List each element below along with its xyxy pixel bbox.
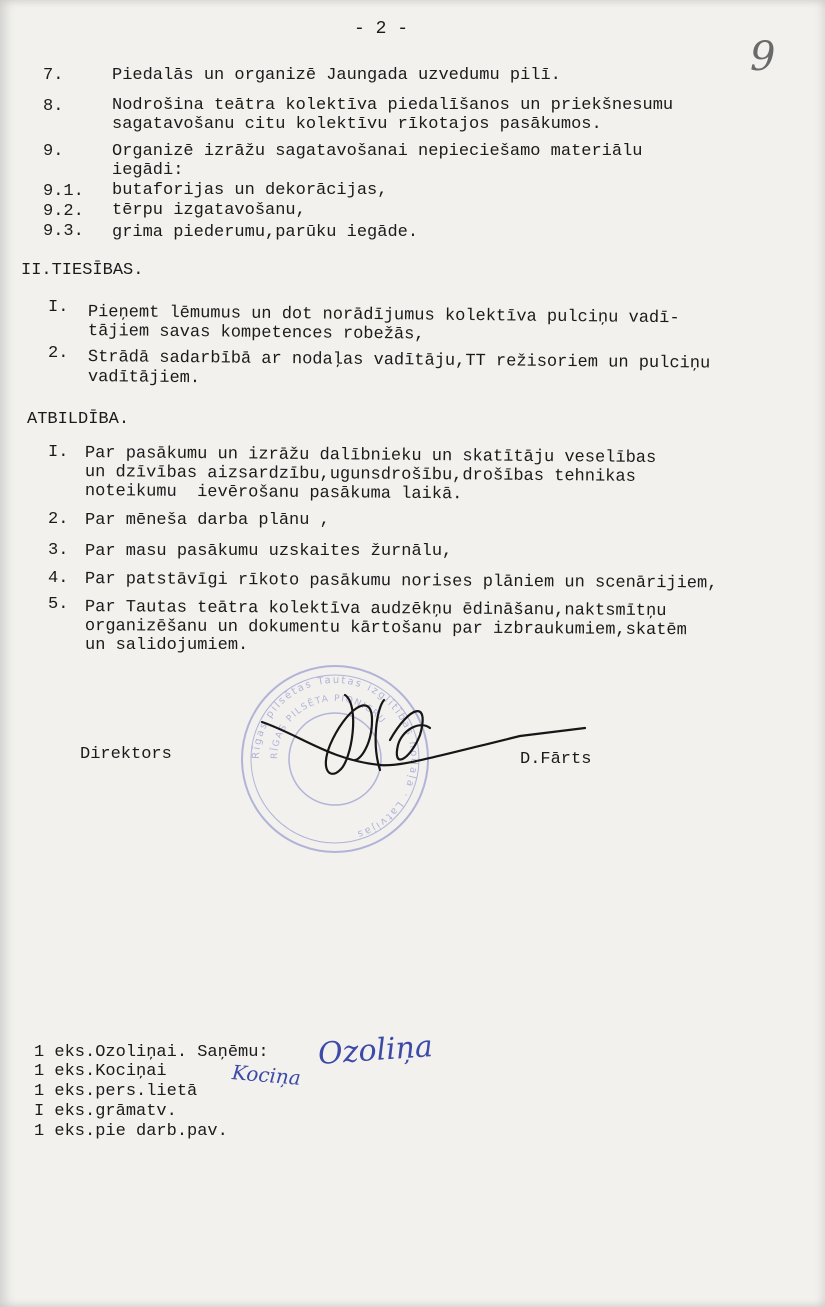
handwritten-name-ozolina: Ozoliņa — [316, 1029, 434, 1072]
item-text: Piedalās un organizē Jaungada uzvedumu pilī. — [112, 66, 561, 85]
item-number: 2. — [48, 344, 69, 363]
item-number: 3. — [48, 541, 69, 560]
director-name: D.Fārts — [520, 750, 592, 769]
stamp-outer-text: Rīgas pilsētas Tautas izglītības nodaļa · Latvijas — [250, 674, 420, 841]
item-text: un dzīvības aizsardzību,ugunsdrošību,drošības tehnikas — [84, 463, 636, 487]
item-text: un salidojumiem. — [85, 636, 249, 655]
item-number: 4. — [48, 569, 69, 588]
section-heading: ATBILDĪBA. — [27, 410, 130, 429]
item-text: Organizē izrāžu sagatavošanai nepieciešamo materiālu — [112, 142, 643, 161]
item-text: grima piederumu,parūku iegāde. — [112, 223, 419, 242]
item-text: vadītājiem. — [87, 368, 201, 389]
item-text: Strādā sadarbībā ar nodaļas vadītāju,TT režisoriem un pulciņu — [87, 348, 711, 374]
handwritten-page-mark: 9 — [750, 34, 776, 80]
item-text: butaforijas un dekorācijas, — [112, 181, 388, 200]
item-text: Pieņemt lēmumus un dot norādījumus kolektīva pulciņu vadī- — [87, 303, 680, 329]
item-text: tērpu izgatavošanu, — [112, 201, 306, 220]
item-number: I. — [48, 298, 69, 317]
item-text: Par patstāvīgi rīkoto pasākumu norises plāniem un scenārijiem, — [84, 570, 718, 594]
item-text: Par masu pasākumu uzskaites žurnālu, — [85, 542, 453, 561]
item-number: 9.2. — [43, 202, 84, 221]
item-number: 5. — [48, 595, 69, 614]
item-number: 9. — [43, 142, 64, 161]
section-heading: II.TIESĪBAS. — [21, 261, 144, 280]
item-text: sagatavošanu citu kolektīvu rīkotajos pasākumos. — [112, 115, 602, 134]
item-number: 7. — [43, 66, 64, 85]
distribution-line: 1 eks.pie darb.pav. — [34, 1122, 228, 1141]
item-text: Par Tautas teātra kolektīva audzēkņu ēdināšanu,naktsmītņu — [84, 598, 667, 622]
director-title: Direktors — [80, 745, 172, 764]
item-text: Par mēneša darba plānu , — [85, 511, 330, 530]
item-text: Nodrošina teātra kolektīva piedalīšanos un priekšnesumu — [112, 96, 674, 115]
item-text: tājiem savas kompetences robežās, — [87, 322, 425, 345]
handwritten-name-kocina: Kociņa — [231, 1060, 302, 1090]
item-number: 2. — [48, 510, 69, 529]
item-number: I. — [48, 443, 69, 462]
item-text: iegādi: — [112, 161, 184, 180]
item-number: 9.1. — [43, 182, 84, 201]
distribution-line: 1 eks.Kociņai — [34, 1062, 167, 1081]
item-text: Par pasākumu un izrāžu dalībnieku un skatītāju veselības — [84, 444, 657, 468]
distribution-line: I eks.grāmatv. — [34, 1102, 177, 1121]
item-number: 8. — [43, 97, 64, 116]
item-text: noteikumu ievērošanu pasākuma laikā. — [84, 482, 463, 505]
item-number: 9.3. — [43, 222, 84, 241]
item-text: organizēšanu un dokumentu kārtošanu par izbraukumiem,skatēm — [84, 617, 687, 641]
stamp-inner-text: RĪGAS PILSĒTA PIONIERU — [269, 693, 388, 760]
distribution-line: 1 eks.Ozoliņai. Saņēmu: — [34, 1043, 269, 1062]
distribution-line: 1 eks.pers.lietā — [34, 1082, 198, 1101]
page-number: - 2 - — [354, 19, 409, 39]
